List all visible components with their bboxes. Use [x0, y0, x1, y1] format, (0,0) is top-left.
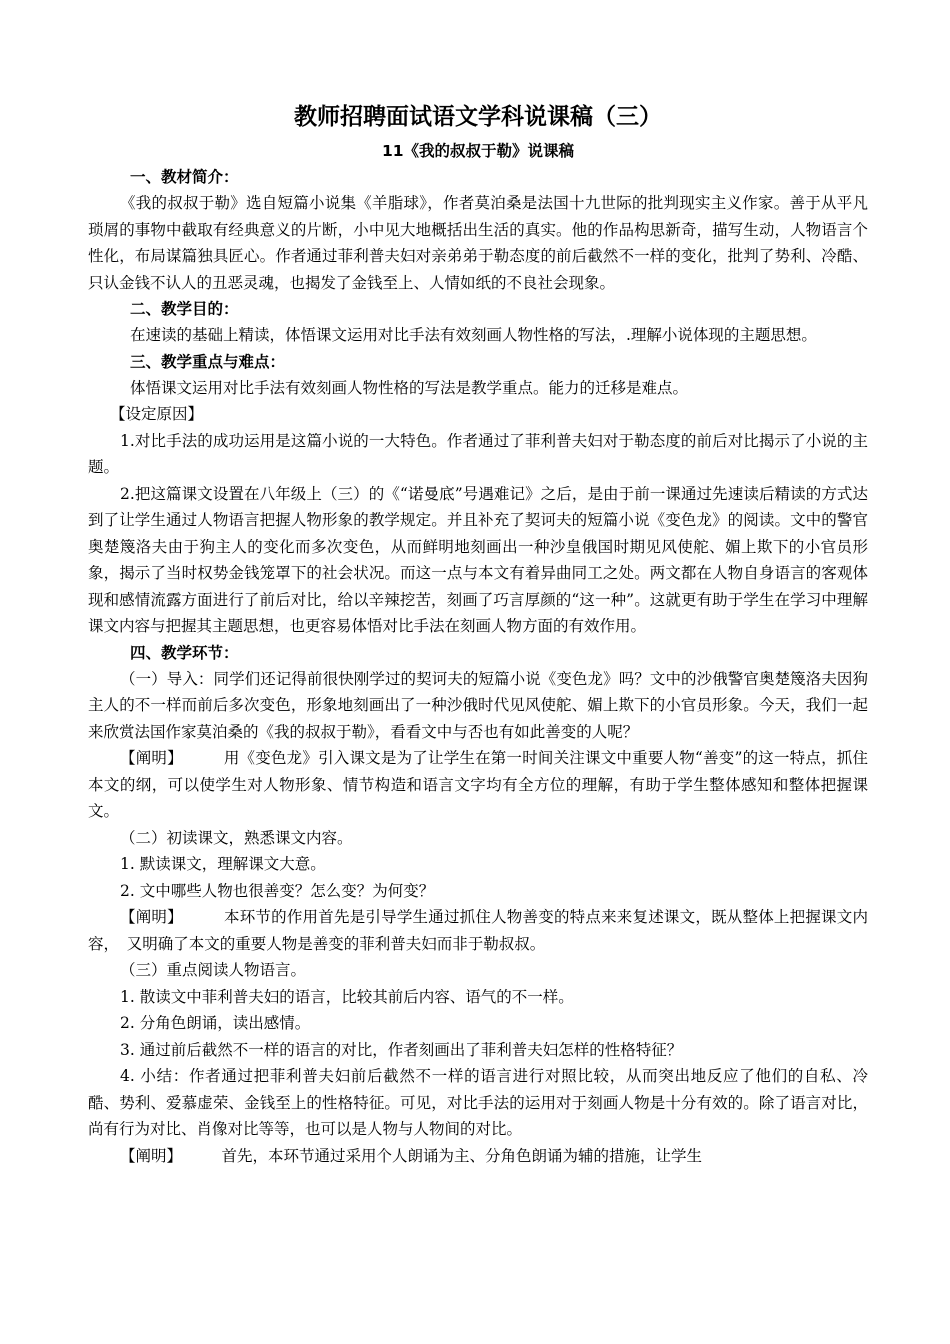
- note-3-text: 首先，本环节通过采用个人朗诵为主、分角色朗诵为辅的措施，让学生: [221, 1146, 702, 1165]
- paragraph-key-points: 体悟课文运用对比手法有效刻画人物性格的写法是教学重点。能力的迁移是难点。: [130, 378, 689, 397]
- paragraph-note-3: [88, 1143, 868, 1170]
- list-item-step-2-2: 2. 文中哪些人物也很善变？怎么变？为何变？: [120, 881, 435, 900]
- paragraph-materials: 《我的叔叔于勒》选自短篇小说集《羊脂球》，作者莫泊桑是法国十九世际的批判现实主义作家。善于从平凡琐屑的事物中截取有经典意义的片断，小中见大地概括出生活的真实。他的作品构思新奇，描写生动，人物语言个性化，布局谋篇独具匠心。作者通过菲利普夫妇对亲弟弟于勒态度的前后截然不一样的变化，批判了势利、冷酷、只认金钱不认人的丑恶灵魂，也揭发了金钱至上、人情如纸的不良社会现象。: [88, 194, 868, 292]
- paragraph-step-2: （二）初读课文，熟悉课文内容。: [120, 828, 353, 847]
- paragraph-reason-1: 1.对比手法的成功运用是这篇小说的一大特色。作者通过了菲利普夫妇对于勒态度的前后对比揭示了小说的主题。: [88, 431, 868, 476]
- list-item-step-2-1: 1. 默读课文，理解课文大意。: [120, 855, 326, 873]
- paragraph-goals: 在速读的基础上精读，体悟课文运用对比手法有效刻画人物性格的写法，.理解小说体现的主题思想。: [130, 326, 817, 344]
- list-item-step-3-3: 3. 通过前后截然不一样的语言的对比，作者刻画出了菲利普夫妇怎样的性格特征？: [120, 1040, 683, 1059]
- note-label: 【阐明】: [120, 908, 183, 926]
- document-page: [88, 100, 868, 1169]
- section-heading-materials: 一、教材简介：: [130, 168, 239, 186]
- paragraph-note-1: [88, 745, 868, 825]
- document-subtitle: 11《我的叔叔于勒》说课稿: [381, 142, 575, 160]
- reason-label: 【设定原因】: [110, 405, 204, 423]
- section-heading-goals: 二、教学目的：: [130, 300, 239, 318]
- list-item-step-3-2: 2. 分角色朗诵，读出感情。: [120, 1014, 311, 1032]
- document-title: 教师招聘面试语文学科说课稿（三）: [294, 104, 662, 130]
- note-2-text: 本环节的作用首先是引导学生通过抓住人物善变的特点来来复述课文，既从整体上把握课文内容， 又明确了本文的重要人物是善变的菲利普夫妇而非于勒叔叔。: [88, 908, 868, 953]
- paragraph-note-2: [88, 904, 868, 957]
- list-item-step-3-4: 4. 小结：作者通过把菲利普夫妇前后截然不一样的语言进行对照比较，从而突出地反应了他们的自私、冷酷、势利、爱慕虚荣、金钱至上的性格特征。可见，对比手法的运用对于刻画人物是十分有效的。除了语言对比，尚有行为对比、肖像对比等等，也可以是人物与人物间的对比。: [88, 1067, 868, 1138]
- paragraph-step-3: （三）重点阅读人物语言。: [120, 961, 307, 979]
- paragraph-step-1: （一）导入：同学们还记得前很快刚学过的契诃夫的短篇小说《变色龙》吗？文中的沙俄警官奥楚篾洛夫因狗主人的不一样而前后多次变色，形象地刻画出了一种沙俄时代见风使舵、媚上欺下的小官员形象。今天，我们一起来欣赏法国作家莫泊桑的《我的叔叔于勒》，看看文中与否也有如此善变的人呢？: [88, 669, 868, 741]
- list-item-step-3-1: 1. 散读文中菲利普夫妇的语言，比较其前后内容、语气的不一样。: [120, 987, 574, 1006]
- note-1-text: 用《变色龙》引入课文是为了让学生在第一时间关注课文中重要人物“善变”的这一特点，抓住本文的纲，可以使学生对人物形象、情节构造和语言文字均有全方位的理解，有助于学生整体感知和整体把握课文。: [88, 749, 868, 820]
- section-heading-steps: 四、教学环节：: [130, 643, 239, 662]
- note-label: 【阐明】: [120, 749, 183, 767]
- section-heading-key-points: 三、教学重点与难点：: [130, 352, 286, 371]
- paragraph-reason-2: 2.把这篇课文设置在八年级上（三）的《“诺曼底”号遇难记》之后，是由于前一课通过先速读后精读的方式达到了让学生通过人物语言把握人物形象的教学规定。并且补充了契诃夫的短篇小说《变色龙》的阅读。文中的警官奥楚篾洛夫由于狗主人的变化而多次变色，从而鲜明地刻画出一种沙皇俄国时期见风使舵、媚上欺下的小官员形象，揭示了当时权势金钱笼罩下的社会状况。而这一点与本文有着异曲同工之处。两文都在人物自身语言的客观体现和感情流露方面进行了前后对比，给以辛辣挖苦，刻画了巧言厚颜的“这一种”。这就更有助于学生在学习中理解课文内容与把握其主题思想，也更容易体悟对比手法在刻画人物方面的有效作用。: [88, 484, 868, 635]
- note-label: 【阐明】: [120, 1146, 183, 1165]
